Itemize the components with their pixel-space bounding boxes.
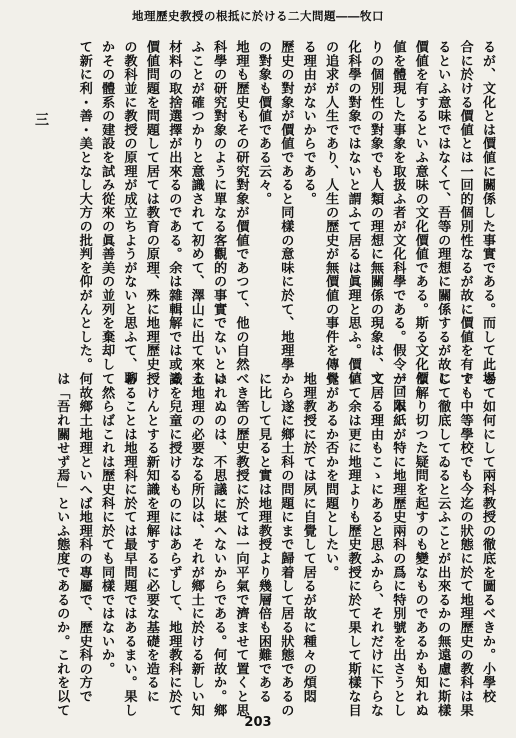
text-line: は「吾れ關せず焉」といふ態度であるのか。これを以て [54, 372, 70, 717]
text-line: 材料の取捨選擇が出來るのである。余は雜輯解では或る [166, 40, 182, 385]
text-line: の追求が人生であり、人生の歷史が無價値の事件を傳へ [323, 40, 339, 385]
text-line: べき筈の歷史教授に於ては一向平氣で濟ませて置くと思 [233, 372, 249, 717]
text-line: から遂に鄉土科の問題にまで歸着して居る狀態であるの [278, 372, 294, 717]
text-line: 覺があるか否かを問題としたい。 [323, 372, 339, 579]
lower-text-block [50, 372, 498, 717]
text-line: 地理教授に於ては夙に自覺して居るが故に種々の煩悶 [300, 372, 316, 704]
text-line: さて如何にして兩科教授の徹底を圖るべきか。小學校 [480, 372, 495, 704]
page-number: 203 [244, 715, 272, 730]
text-line: が、本紙が特に地理歷史兩科の爲に特別號を出さうとし [390, 372, 406, 717]
text-line: いて余は更に地理よりも歷史教授に於て果して斯樣な目 [345, 372, 361, 717]
text-line: に比して見ると實は地理教授より幾層倍も困難である [255, 372, 271, 704]
text-line: の教科並に教授の原理が成立ちようがないと思ふて、聊 [121, 40, 137, 385]
text-line: て然らばこれは歷史科に於ても同樣ではないか。 [99, 372, 115, 676]
text-line: な解り切つた疑問を起すのも變なものであるかも知れぬ [412, 372, 428, 717]
text-line: る理由がないからである。 [300, 40, 316, 206]
text-line: 價値を有するといふ意味の文化價値である。斯る文化價 [412, 40, 428, 385]
text-line: 土地理の必要なる所以は、それが鄉土に於ける新しい知 [188, 372, 204, 717]
text-line: 價値問題を問題して居ては教育の原理、殊に地理歷史 [143, 40, 159, 372]
text-line: りの個別性の對象でも人類の理想に無關係の現象は、文 [367, 40, 383, 385]
text-line: かその體系の建設を試み從來の眞善美の並列を棄却し [99, 40, 115, 372]
text-line: 何故鄉土地理といへば地理科の專屬で、歷史科の方で [76, 372, 92, 704]
text-line: 識を兒童に授けるものにはあらずして、地理教科に於て [166, 372, 182, 717]
text-line: でも中等學校でも今迄の狀態に於て地理歷史の教科は果 [457, 372, 473, 717]
text-line: 歷史の對象が價値であると同樣の意味に於て、地理學 [278, 40, 294, 372]
text-line: 化科學の對象ではないと謂ふて居るは眞理と思ふ。價値 [345, 40, 361, 385]
text-line: して徹底してゐると云ふことが出來るかの無遠慮に斯樣 [435, 372, 451, 717]
text-line: ふことが確つかりと意識されて初めて、澤山に出て來る [188, 40, 204, 385]
text-line: 合に於ける價値とは一回的個別性なるが故に價値を有す [457, 40, 473, 385]
text-line: て居る理由もこゝにあると思ふから、それだけに下らな [367, 372, 383, 717]
running-header: 地理歷史教授の根抵に於ける二大問題――牧口 [132, 9, 384, 23]
text-line: るといふ意味ではなくて、吾等の理想に關係するが故に [435, 40, 451, 385]
text-line: 値を體現した事象を取扱ふ者が文化科學である。假令一回限 [390, 40, 406, 413]
upper-text-block [72, 40, 498, 413]
text-line: て新に利・善・美となし大方の批判を仰がんとした。 [76, 40, 92, 372]
text-line: はれぬのは、不思議に堪へないからである。何故か。鄉 [211, 372, 227, 717]
text-line: の對象も價値である云々。 [255, 40, 271, 206]
text-line: 授けんとする新知識を理解するに必要な基礎を造るに [143, 372, 159, 704]
text-line: 科學の研究對象のように單なる客觀的の事實でないとい [211, 40, 227, 385]
section-number: 三 [33, 112, 49, 126]
text-line: るが、文化とは價値に關係した事實である。而して此場 [480, 40, 495, 385]
text-line: 地理も歷史もその研究對象が價値であつて、他の自然 [233, 40, 249, 372]
text-line: あることは地理科に於ては最早問題ではあるまい。果し [121, 372, 137, 717]
